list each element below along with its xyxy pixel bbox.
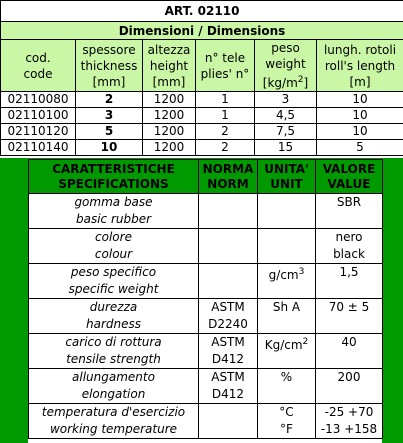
spec-value-line2 — [316, 351, 382, 368]
spec-value — [316, 334, 383, 369]
table-cell: 15 — [255, 140, 317, 156]
spec-unit-line2 — [258, 316, 315, 333]
spec-property — [29, 229, 199, 264]
spec-unit — [258, 334, 316, 369]
spec-row — [29, 369, 383, 404]
spec-unit-line1: Sh A — [272, 300, 301, 314]
spec-unit — [258, 404, 316, 439]
spec-value-line1: 40 — [341, 335, 357, 349]
table-cell: 10 — [317, 124, 403, 140]
spec-norm-line2 — [199, 281, 257, 298]
spec-value-line2: -13 +158 — [320, 422, 378, 436]
property-english: elongation — [81, 387, 146, 401]
table-cell: 2 — [196, 124, 255, 140]
property-english: basic rubber — [75, 212, 152, 226]
spec-header-value: VALORE VALUE — [316, 160, 383, 194]
property-italian: gomma base — [74, 195, 153, 209]
spec-norm-line1: ASTM — [211, 300, 245, 314]
spec-value-line1: 200 — [337, 370, 361, 384]
table-cell: 4,5 — [255, 108, 317, 124]
spec-norm-line1 — [199, 264, 257, 281]
spec-unit-line2: °F — [280, 422, 293, 436]
spec-unit — [258, 369, 316, 404]
spec-norm — [199, 264, 258, 299]
header-plies: n° tele plies' n° — [196, 40, 255, 92]
table-cell: 02110100 — [1, 108, 76, 124]
spec-unit-line2 — [258, 211, 315, 228]
header-roll-length: lungh. rotoli roll's length [m] — [317, 40, 403, 92]
spec-unit — [258, 194, 316, 229]
spec-header-characteristics: CARATTERISTICHE SPECIFICATIONS — [29, 160, 199, 194]
spec-unit-line1: % — [280, 370, 293, 384]
property-english: specific weight — [68, 282, 159, 296]
table-cell: 02110140 — [1, 140, 76, 156]
spec-unit-line1 — [258, 194, 315, 211]
table-cell: 10 — [317, 92, 403, 108]
spec-row — [29, 229, 383, 264]
spec-header-unit: UNITA' UNIT — [258, 160, 316, 194]
table-row — [1, 92, 403, 108]
spec-unit-line2 — [258, 386, 315, 403]
header-thickness: spessore thickness [mm] — [76, 40, 143, 92]
table-row — [1, 140, 403, 156]
property-english: working temperature — [49, 422, 178, 436]
table-cell: 1 — [196, 92, 255, 108]
header-height: altezza height [mm] — [143, 40, 196, 92]
spec-norm-line2 — [199, 211, 257, 228]
spec-norm-line2: D412 — [211, 352, 245, 366]
spec-property — [29, 369, 199, 404]
spec-value-line1: -25 +70 — [324, 405, 374, 419]
spec-row — [29, 404, 383, 439]
table-cell: 2 — [76, 92, 143, 108]
spec-norm — [199, 334, 258, 369]
spec-row — [29, 299, 383, 334]
spec-value — [316, 264, 383, 299]
spec-norm-line2 — [199, 246, 257, 263]
spec-norm-line2 — [199, 421, 257, 438]
spec-norm-line2: D2240 — [208, 317, 248, 331]
header-code: cod. code — [1, 40, 76, 92]
table-cell: 10 — [76, 140, 143, 156]
spec-value-line2 — [316, 211, 382, 228]
table-cell: 3 — [76, 108, 143, 124]
table-cell: 5 — [76, 124, 143, 140]
spec-norm — [199, 229, 258, 264]
spec-unit — [258, 264, 316, 299]
spec-unit — [258, 299, 316, 334]
spec-unit-line1 — [258, 229, 315, 246]
spec-value-line2 — [316, 281, 382, 298]
spec-property — [29, 299, 199, 334]
property-italian: colore — [95, 230, 132, 244]
spec-row — [29, 194, 383, 229]
table-cell: 1200 — [143, 108, 196, 124]
property-italian: peso specifico — [70, 265, 157, 279]
spec-value-line1: 1,5 — [339, 265, 359, 279]
spec-value-line2: black — [333, 247, 365, 261]
table-cell: 1200 — [143, 124, 196, 140]
spec-unit-line1: °C — [279, 405, 294, 419]
spec-background-left — [0, 158, 28, 443]
spec-norm — [199, 299, 258, 334]
spec-property — [29, 334, 199, 369]
spec-value — [316, 369, 383, 404]
spec-value — [316, 194, 383, 229]
table-row — [1, 124, 403, 140]
table-cell: 02110120 — [1, 124, 76, 140]
spec-value — [316, 404, 383, 439]
spec-norm-line1: ASTM — [211, 370, 245, 384]
spec-value — [316, 299, 383, 334]
spec-norm-line1 — [199, 404, 257, 421]
spec-norm-line2: D412 — [211, 387, 245, 401]
property-italian: carico di rottura — [65, 335, 162, 349]
property-italian: temperatura d'esercizio — [41, 405, 186, 419]
property-english: colour — [94, 247, 133, 261]
spec-row — [29, 334, 383, 369]
spec-unit-line1: $g/cm^3$ — [268, 267, 305, 282]
dimensions-subtitle: Dimensioni / Dimensions — [1, 22, 403, 40]
table-cell: 1 — [196, 108, 255, 124]
spec-property — [29, 194, 199, 229]
spec-norm-line1: ASTM — [211, 335, 245, 349]
spec-norm — [199, 194, 258, 229]
spec-property — [29, 404, 199, 439]
spec-value-line2 — [316, 386, 382, 403]
property-italian: allungamento — [72, 370, 155, 384]
spec-norm — [199, 404, 258, 439]
spec-header-norm: NORMA NORM — [199, 160, 258, 194]
table-cell: 02110080 — [1, 92, 76, 108]
spec-value-line1: nero — [335, 230, 363, 244]
table-cell: 1200 — [143, 92, 196, 108]
article-title: ART. 02110 — [1, 1, 403, 22]
spec-property — [29, 264, 199, 299]
table-cell: 2 — [196, 140, 255, 156]
property-english: hardness — [85, 317, 141, 331]
spec-norm — [199, 369, 258, 404]
table-cell: 5 — [317, 140, 403, 156]
header-weight: peso weight $[kg/m^2]$ — [255, 40, 317, 92]
specifications-table — [28, 159, 383, 439]
spec-row — [29, 264, 383, 299]
spec-unit-line1: $Kg/cm^2$ — [264, 337, 309, 352]
spec-unit-line2 — [258, 246, 315, 263]
dimensions-table — [0, 0, 403, 156]
table-cell: 10 — [317, 108, 403, 124]
spec-value-line1: 70 ± 5 — [328, 300, 370, 314]
spec-value-line2 — [316, 316, 382, 333]
table-cell: 7,5 — [255, 124, 317, 140]
table-row — [1, 108, 403, 124]
spec-unit — [258, 229, 316, 264]
spec-value-line1: SBR — [336, 195, 362, 209]
table-cell: 3 — [255, 92, 317, 108]
spec-unit-line2 — [258, 351, 315, 368]
spec-background-right — [382, 158, 403, 443]
spec-norm-line1 — [199, 229, 257, 246]
spec-unit-line2 — [258, 281, 315, 298]
property-italian: durezza — [89, 300, 138, 314]
spec-norm-line1 — [199, 194, 257, 211]
property-english: tensile strength — [66, 352, 161, 366]
table-cell: 1200 — [143, 140, 196, 156]
spec-value — [316, 229, 383, 264]
